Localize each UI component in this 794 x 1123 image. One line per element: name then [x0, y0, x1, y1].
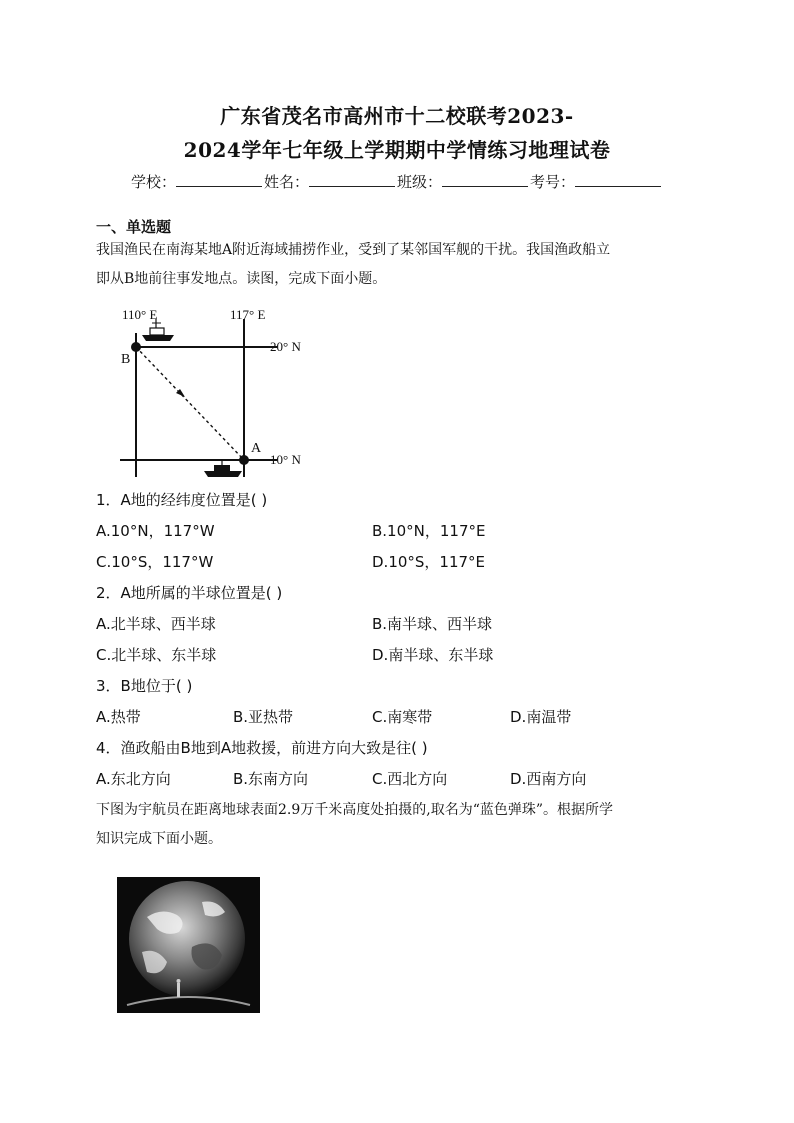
name-blank[interactable] [309, 172, 395, 187]
school-label: 学校： [130, 173, 176, 191]
route-arrow-icon [176, 389, 185, 397]
class-field [397, 171, 530, 192]
school-blank[interactable] [176, 172, 262, 187]
question-4: 4．渔政船由B地到A地救援，前进方向大致是往( ) [96, 739, 428, 757]
question-3: 3．B地位于( ) [96, 677, 193, 695]
route-dashed-line [136, 347, 244, 460]
name-label: 姓名： [263, 173, 309, 191]
point-a-marker [239, 455, 249, 465]
warship-icon [204, 459, 242, 477]
question-1: 1．A地的经纬度位置是( ) [96, 491, 268, 509]
q1-option-b[interactable]: B.10°N，117°E [372, 522, 486, 540]
passage-1-line2: 即从B地前往事发地点。读图，完成下面小题。 [96, 271, 387, 287]
patrol-ship-icon [142, 319, 174, 341]
q3-option-a[interactable]: A.热带 [96, 708, 141, 726]
q3-option-c[interactable]: C.南寒带 [372, 708, 433, 726]
point-a-label: A [251, 441, 262, 456]
school-field [131, 171, 264, 192]
q1-option-d[interactable]: D.10°S，117°E [372, 553, 486, 571]
lat-10n-label: 10° N [270, 452, 301, 467]
passage-2-line1: 下图为宇航员在距离地球表面2.9万千米高度处拍摄的,取名为“蓝色弹珠”。根据所学 [96, 802, 614, 818]
earth-photo [117, 877, 260, 1013]
lon-117e-label: 117° E [230, 307, 266, 322]
exam-title-line2: 2024学年七年级上学期期中学情练习地理试卷 [183, 138, 611, 162]
q3-option-b[interactable]: B.亚热带 [233, 708, 294, 726]
q4-option-a[interactable]: A.东北方向 [96, 770, 171, 788]
exam-number-blank[interactable] [575, 172, 661, 187]
q3-option-d[interactable]: D.南温带 [510, 708, 572, 726]
q4-option-c[interactable]: C.西北方向 [372, 770, 448, 788]
q2-option-a[interactable]: A.北半球、西半球 [96, 615, 216, 633]
passage-1-line1: 我国渔民在南海某地A附近海域捕捞作业，受到了某邻国军舰的干扰。我国渔政船立 [96, 242, 611, 258]
q1-option-a[interactable]: A.10°N，117°W [96, 522, 215, 540]
q2-option-d[interactable]: D.南半球、东半球 [372, 646, 494, 664]
q4-option-b[interactable]: B.东南方向 [233, 770, 309, 788]
section-heading: 一、单选题 [96, 218, 172, 236]
point-b-label: B [121, 352, 131, 367]
passage-1 [96, 236, 706, 294]
q1-option-c[interactable]: C.10°S，117°W [96, 553, 214, 571]
q4-option-d[interactable]: D.西南方向 [510, 770, 587, 788]
point-b-marker [131, 342, 141, 352]
passage-2-line2: 知识完成下面小题。 [96, 831, 222, 847]
lat-lon-map-figure [112, 305, 322, 485]
earth-globe [129, 881, 245, 997]
astronaut-figure [177, 983, 180, 997]
q2-option-b[interactable]: B.南半球、西半球 [372, 615, 493, 633]
class-label: 班级： [397, 173, 443, 191]
lat-20n-label: 20° N [270, 339, 301, 354]
exam-number-field [530, 171, 663, 192]
exam-number-label: 考号： [530, 173, 576, 191]
lon-110e-label: 110° E [122, 307, 158, 322]
student-info-row [0, 171, 794, 192]
name-field [264, 171, 397, 192]
q2-option-c[interactable]: C.北半球、东半球 [96, 646, 217, 664]
exam-title-line1: 广东省茂名市高州市十二校联考2023- [220, 104, 574, 128]
class-blank[interactable] [442, 172, 528, 187]
passage-2 [96, 796, 706, 854]
question-2: 2．A地所属的半球位置是( ) [96, 584, 283, 602]
